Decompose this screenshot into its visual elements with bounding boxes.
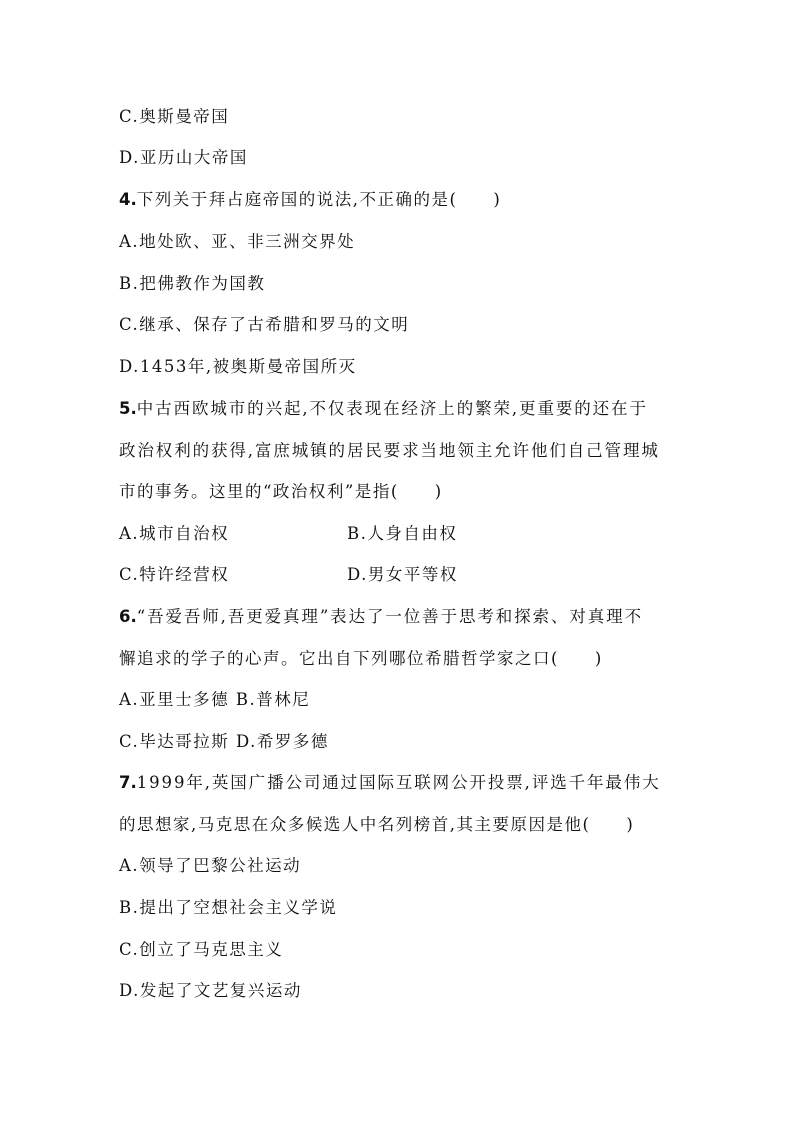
q4-option-d: D.1453年,被奥斯曼帝国所灭: [119, 357, 357, 376]
q5-stem-line-3: 市的事务。这里的“政治权利”是指( ): [119, 482, 443, 501]
q5-stem-1: 中古西欧城市的兴起,不仅表现在经济上的繁荣,更重要的还在于: [136, 399, 648, 418]
q3-option-d: D.亚历山大帝国: [119, 148, 248, 167]
q6-options-ab: A.亚里士多德 B.普林尼: [119, 690, 311, 709]
q7-stem-1: 1999年,英国广播公司通过国际互联网公开投票,评选千年最伟大: [136, 773, 661, 792]
q7-stem-line-2: 的思想家,马克思在众多候选人中名列榜首,其主要原因是他( ): [119, 815, 635, 834]
q5-option-a: A.城市自治权: [119, 524, 230, 543]
q5-number: 5.: [119, 399, 137, 418]
q7-number: 7.: [119, 773, 137, 792]
q5-option-b: B.人身自由权: [347, 524, 458, 543]
q4-stem: 下列关于拜占庭帝国的说法,不正确的是( ): [136, 190, 502, 209]
q6-number: 6.: [119, 607, 137, 626]
q6-stem-line-1: [119, 607, 643, 627]
q3-option-c: C.奥斯曼帝国: [119, 107, 230, 126]
q5-option-d: D.男女平等权: [347, 565, 458, 584]
q7-option-a: A.领导了巴黎公社运动: [119, 856, 302, 875]
q5-stem-line-1: [119, 399, 648, 419]
q7-stem-line-1: [119, 773, 661, 793]
q4-option-a: A.地处欧、亚、非三洲交界处: [119, 232, 356, 251]
q6-options-cd: C.毕达哥拉斯 D.希罗多德: [119, 732, 329, 751]
q4-stem-line: [119, 190, 501, 210]
q6-stem-line-2: 懈追求的学子的心声。它出自下列哪位希腊哲学家之口( ): [119, 649, 603, 668]
q5-stem-line-2: 政治权利的获得,富庶城镇的居民要求当地领主允许他们自己管理城: [119, 441, 660, 460]
q4-option-b: B.把佛教作为国教: [119, 274, 266, 293]
q4-option-c: C.继承、保存了古希腊和罗马的文明: [119, 315, 410, 334]
q7-option-b: B.提出了空想社会主义学说: [119, 898, 338, 917]
q5-option-c: C.特许经营权: [119, 565, 230, 584]
q6-stem-1: “吾爱吾师,吾更爱真理”表达了一位善于思考和探索、对真理不: [136, 607, 643, 626]
q7-option-d: D.发起了文艺复兴运动: [119, 981, 302, 1000]
q4-number: 4.: [119, 190, 137, 209]
q7-option-c: C.创立了马克思主义: [119, 940, 284, 959]
